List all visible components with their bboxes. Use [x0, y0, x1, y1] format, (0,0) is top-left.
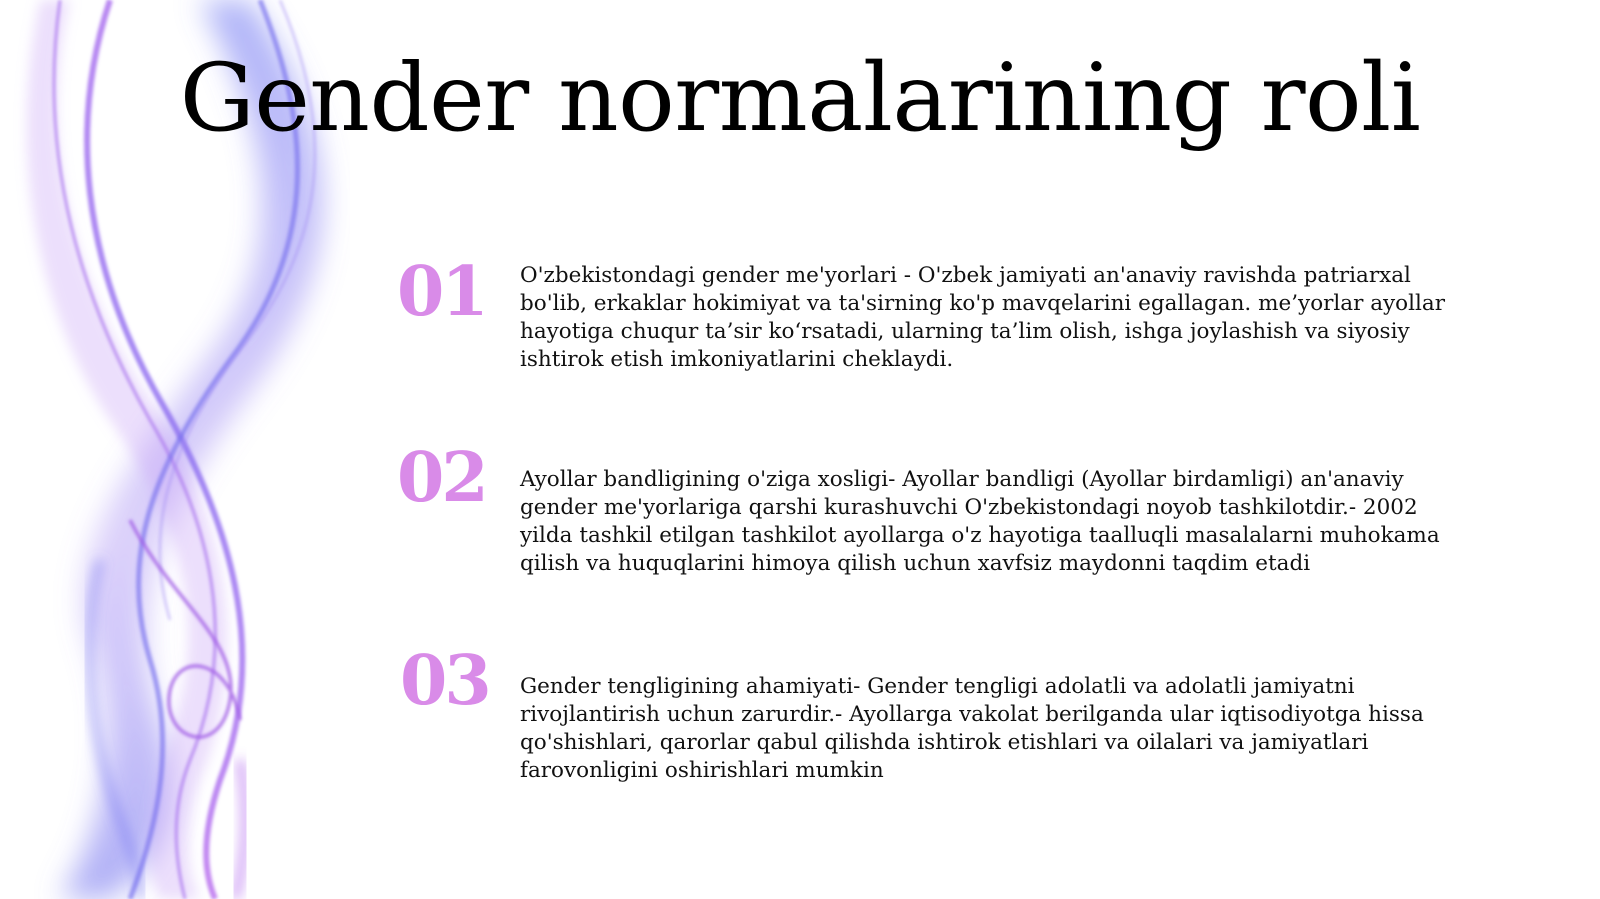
item-text-01: O'zbekistondagi gender me'yorlari - O'zbek jamiyati an'anaviy ravishda patriarxal bo'lib, erkaklar hokimiyat va ta'sirning ko'p mavqelarini egallagan. me’yorlar ayollar hayotiga chuqur ta’sir ko‘rsatadi, ularning ta’lim olish, ishga joylashish va siyosiy ishtirok etish imkoniyatlarini cheklaydi. [520, 263, 1445, 372]
item-text-03: Gender tengligining ahamiyati- Gender tengligi adolatli va adolatli jamiyatni rivojlantirish uchun zarurdir.- Ayollarga vakolat berilganda ular iqtisodiyotga hissa qo'shishlari, qarorlar qabul qilishda ishtirok etishlari va oilalari va jamiyatlari farovonligini oshirishlari mumkin [520, 674, 1424, 783]
item-number-02: 02 [397, 438, 486, 518]
item-number-03: 03 [400, 641, 489, 721]
item-number-01: 01 [397, 252, 486, 332]
slide-title: Gender normalarining roli [179, 44, 1421, 153]
item-text-02: Ayollar bandligining o'ziga xosligi- Ayollar bandligi (Ayollar birdamligi) an'anaviy gender me'yorlariga qarshi kurashuvchi O'zbekistondagi noyob tashkilotdir.- 2002 yilda tashkil etilgan tashkilot ayollarga o'z hayotiga taalluqli masalalarni muhokama qilish va huquqlarini himoya qilish uchun xavfsiz maydonni taqdim etadi [520, 467, 1440, 576]
